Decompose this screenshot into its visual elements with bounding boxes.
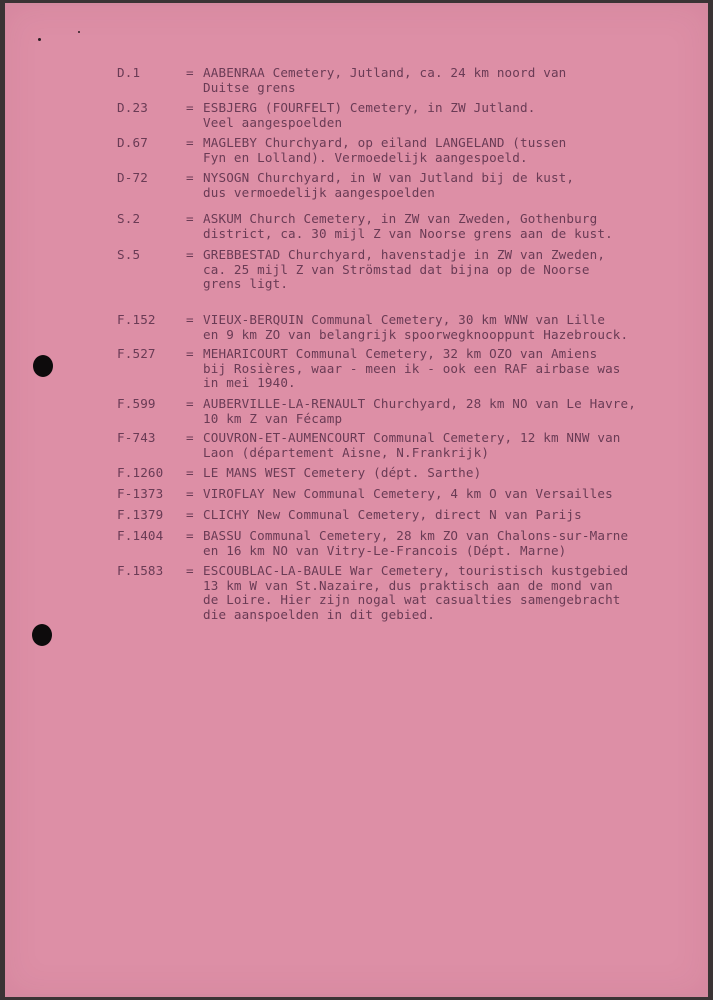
entry-code: F-1373	[117, 486, 164, 501]
entry-separator: =	[186, 100, 194, 115]
entry-separator: =	[186, 563, 194, 578]
entry-separator: =	[186, 170, 194, 185]
entry-separator: =	[186, 65, 194, 80]
entry-description	[203, 212, 693, 241]
punch-hole-bottom	[32, 624, 52, 646]
entry-description	[203, 313, 693, 342]
entry-description-line: de Loire. Hier zijn nogal wat casualties samengebracht	[203, 592, 621, 608]
entry-description-line: en 16 km NO van Vitry-Le-Francois (Dépt. Marne)	[203, 542, 567, 558]
entry-description-line: in mei 1940.	[203, 375, 296, 391]
scan-border-left	[0, 0, 5, 1000]
entry-description-line: ca. 25 mijl Z van Strömstad dat bijna op de Noorse	[203, 261, 590, 277]
entry-description-line: AABENRAA Cemetery, Jutland, ca. 24 km noord van	[203, 65, 567, 80]
entry-code: S.5	[117, 247, 141, 262]
entry-separator: =	[186, 247, 194, 262]
entry-code: F.1379	[117, 507, 164, 522]
entry-description-line: AUBERVILLE-LA-RENAULT Churchyard, 28 km NO van Le Havre,	[203, 396, 636, 411]
entry-description-line: 13 km W van St.Nazaire, dus praktisch aan de mond van	[203, 577, 613, 593]
entry-code: F.599	[117, 396, 156, 411]
entry-description	[203, 66, 693, 95]
entry-code: F.1260	[117, 465, 164, 480]
entry-description-line: ASKUM Church Cemetery, in ZW van Zweden, Gothenburg	[203, 211, 598, 226]
entry-description	[203, 136, 693, 165]
entry-code: D.23	[117, 100, 148, 115]
entry-separator: =	[186, 346, 194, 361]
entry-separator: =	[186, 528, 194, 543]
entry-separator: =	[186, 486, 194, 501]
entry-description	[203, 101, 693, 130]
entry-description-line: MAGLEBY Churchyard, op eiland LANGELAND (tussen	[203, 135, 567, 150]
entry-description	[203, 508, 693, 523]
entry-description-line: Duitse grens	[203, 79, 296, 95]
entry-description	[203, 248, 693, 292]
entry-description	[203, 431, 693, 460]
entry-code: F.527	[117, 346, 156, 361]
entry-description-line: die aanspoelden in dit gebied.	[203, 606, 435, 622]
scan-border-top	[0, 0, 713, 3]
entry-code: S.2	[117, 211, 141, 226]
entry-separator: =	[186, 507, 194, 522]
entry-description-line: ESCOUBLAC-LA-BAULE War Cemetery, touristisch kustgebied	[203, 563, 629, 578]
entry-description	[203, 397, 693, 426]
entry-description-line: dus vermoedelijk aangespoelden	[203, 184, 435, 200]
entry-description-line: district, ca. 30 mijl Z van Noorse grens aan de kust.	[203, 225, 613, 241]
entry-description-line: BASSU Communal Cemetery, 28 km ZO van Chalons-sur-Marne	[203, 528, 629, 543]
entry-description-line: 10 km Z van Fécamp	[203, 410, 343, 426]
entry-code: F.152	[117, 312, 156, 327]
entry-description-line: Laon (département Aisne, N.Frankrijk)	[203, 444, 490, 460]
entry-description-line: en 9 km ZO van belangrijk spoorwegknooppunt Hazebrouck.	[203, 326, 629, 342]
entry-separator: =	[186, 211, 194, 226]
scan-border-right	[708, 0, 713, 1000]
entry-description-line: LE MANS WEST Cemetery (dépt. Sarthe)	[203, 465, 482, 480]
entry-description	[203, 487, 693, 502]
entry-code: D-72	[117, 170, 148, 185]
entry-description-line: bij Rosières, waar - meen ik - ook een RAF airbase was	[203, 360, 621, 376]
entry-description-line: grens ligt.	[203, 276, 289, 292]
entry-description	[203, 529, 693, 558]
entry-description	[203, 564, 693, 622]
entry-description-line: Fyn en Lolland). Vermoedelijk aangespoeld.	[203, 149, 528, 165]
entry-code: F-743	[117, 430, 156, 445]
entry-code: D.67	[117, 135, 148, 150]
entry-description-line: MEHARICOURT Communal Cemetery, 32 km OZO van Amiens	[203, 346, 598, 361]
punch-hole-top	[33, 355, 53, 377]
entry-separator: =	[186, 396, 194, 411]
entry-description-line: Veel aangespoelden	[203, 114, 343, 130]
entry-separator: =	[186, 135, 194, 150]
entry-description	[203, 171, 693, 200]
entry-description-line: COUVRON-ET-AUMENCOURT Communal Cemetery, 12 km NNW van	[203, 430, 621, 445]
entry-code: F.1404	[117, 528, 164, 543]
entry-description-line: GREBBESTAD Churchyard, havenstadje in ZW van Zweden,	[203, 247, 606, 262]
entry-code: D.1	[117, 65, 141, 80]
entry-description	[203, 347, 693, 391]
entry-description	[203, 466, 693, 481]
entry-separator: =	[186, 312, 194, 327]
entry-description-line: CLICHY New Communal Cemetery, direct N van Parijs	[203, 507, 582, 522]
ink-speck	[38, 38, 41, 41]
entry-description-line: ESBJERG (FOURFELT) Cemetery, in ZW Jutland.	[203, 100, 536, 115]
entry-code: F.1583	[117, 563, 164, 578]
entry-description-line: VIROFLAY New Communal Cemetery, 4 km O van Versailles	[203, 486, 613, 501]
entry-separator: =	[186, 430, 194, 445]
entry-separator: =	[186, 465, 194, 480]
entry-description-line: VIEUX-BERQUIN Communal Cemetery, 30 km WNW van Lille	[203, 312, 606, 327]
entry-description-line: NYSOGN Churchyard, in W van Jutland bij de kust,	[203, 170, 575, 185]
ink-speck	[78, 31, 80, 33]
